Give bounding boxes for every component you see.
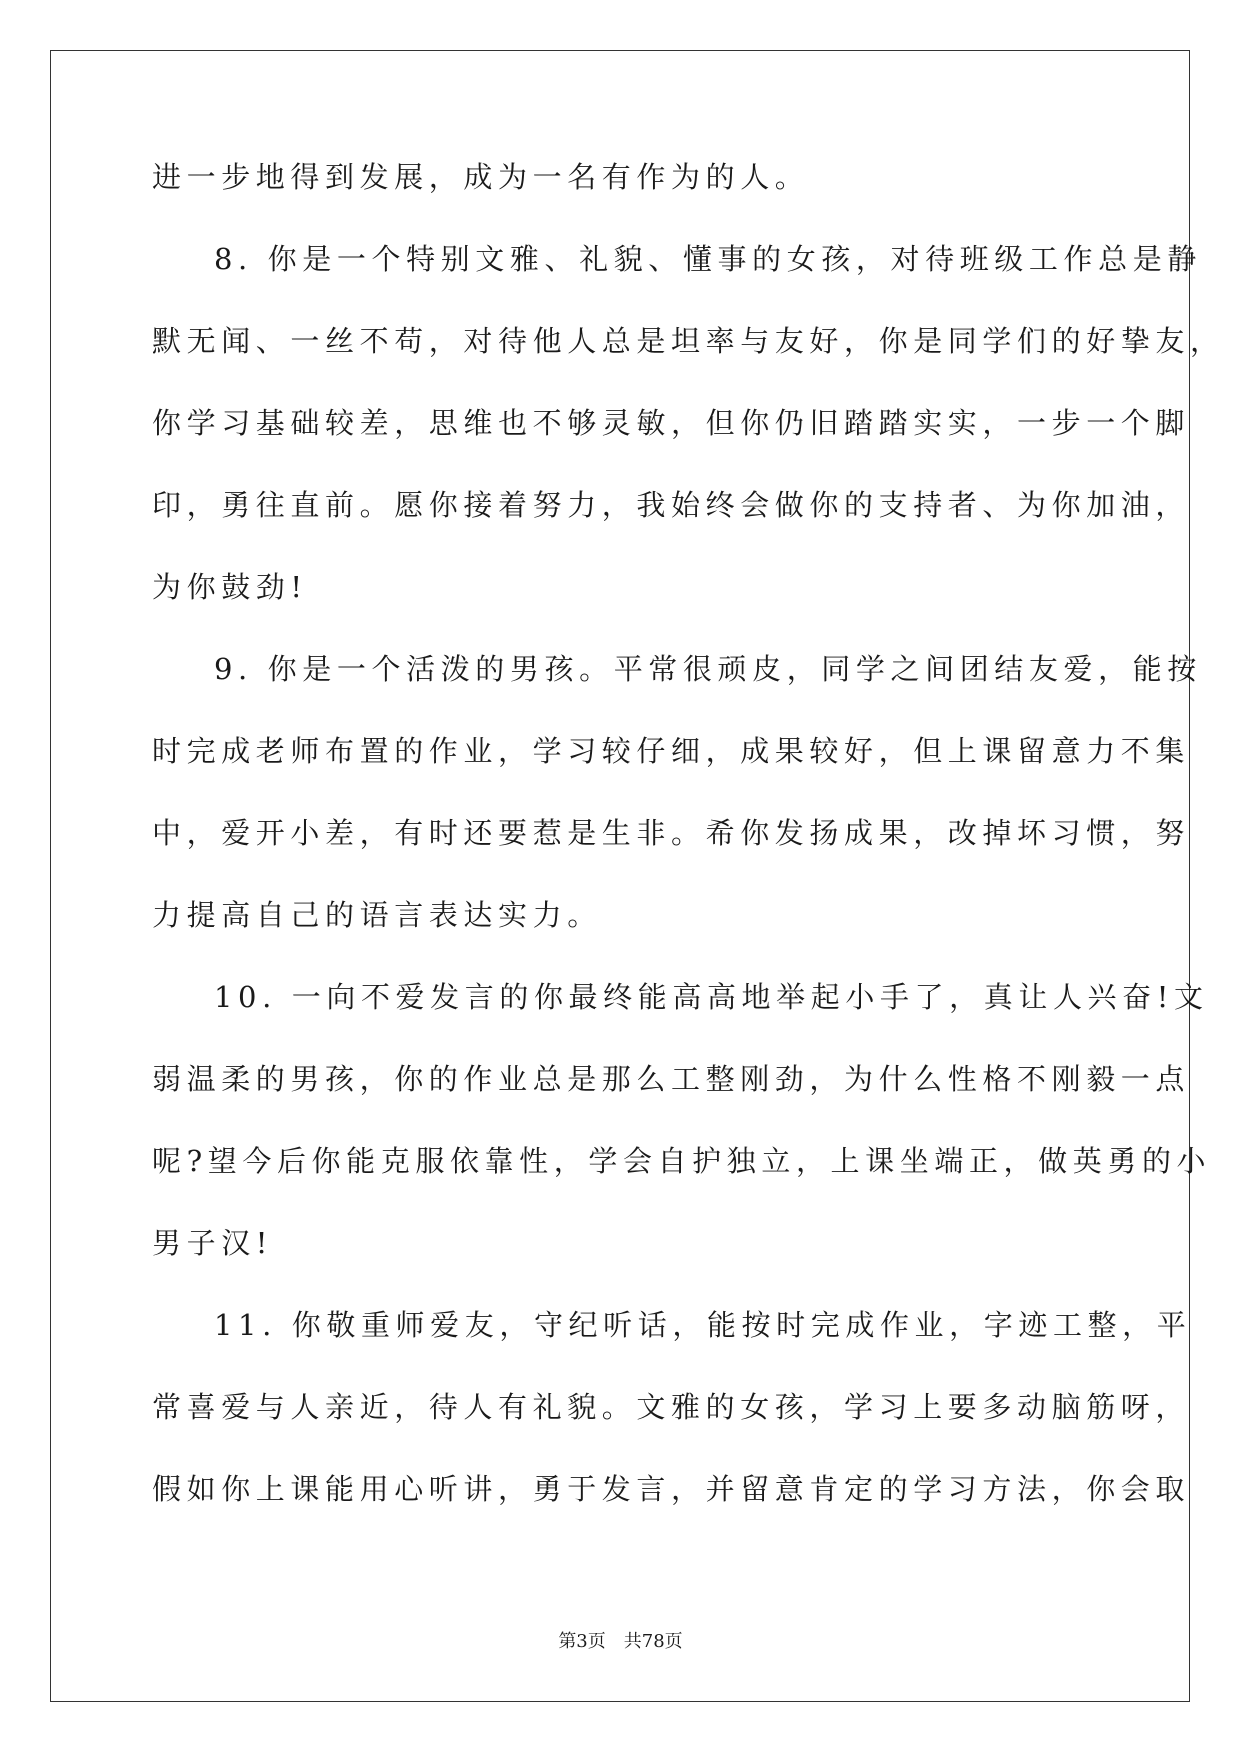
text-line-4: 你学习基础较差，思维也不够灵敏，但你仍旧踏踏实实，一步一个脚 <box>152 406 1191 440</box>
text-line-6: 为你鼓劲! <box>152 570 308 604</box>
text-line-13: 呢?望今后你能克服依靠性，学会自护独立，上课坐端正，做英勇的小 <box>152 1144 1212 1178</box>
text-line-5: 印，勇往直前。愿你接着努力，我始终会做你的支持者、为你加油， <box>152 488 1191 522</box>
text-line-12: 弱温柔的男孩，你的作业总是那么工整刚劲，为什么性格不刚毅一点 <box>152 1062 1191 1096</box>
text-line-14: 男子汉! <box>152 1226 274 1260</box>
document-body <box>152 160 1225 1556</box>
text-line-2: 8. 你是一个特别文雅、礼貌、懂事的女孩，对待班级工作总是静 <box>214 242 1202 276</box>
total-pages: 共78页 <box>623 1631 683 1652</box>
text-line-17: 假如你上课能用心听讲，勇于发言，并留意肯定的学习方法，你会取 <box>152 1472 1191 1506</box>
text-line-11: 10. 一向不爱发言的你最终能高高地举起小手了，真让人兴奋!文 <box>214 980 1209 1014</box>
text-line-8: 时完成老师布置的作业，学习较仔细，成果较好，但上课留意力不集 <box>152 734 1191 768</box>
text-line-3: 默无闻、一丝不苟，对待他人总是坦率与友好，你是同学们的好挚友， <box>152 324 1225 358</box>
page-number: 第3页 <box>558 1631 606 1652</box>
text-line-1: 进一步地得到发展，成为一名有作为的人。 <box>152 160 810 194</box>
text-line-16: 常喜爱与人亲近，待人有礼貌。文雅的女孩，学习上要多动脑筋呀， <box>152 1390 1191 1424</box>
text-line-15: 11. 你敬重师爱友，守纪听话，能按时完成作业，字迹工整，平 <box>214 1308 1192 1342</box>
text-line-7: 9. 你是一个活泼的男孩。平常很顽皮，同学之间团结友爱，能按 <box>214 652 1202 686</box>
page-footer <box>0 1627 1241 1653</box>
text-line-9: 中，爱开小差，有时还要惹是生非。希你发扬成果，改掉坏习惯，努 <box>152 816 1191 850</box>
text-line-10: 力提高自己的语言表达实力。 <box>152 898 602 932</box>
